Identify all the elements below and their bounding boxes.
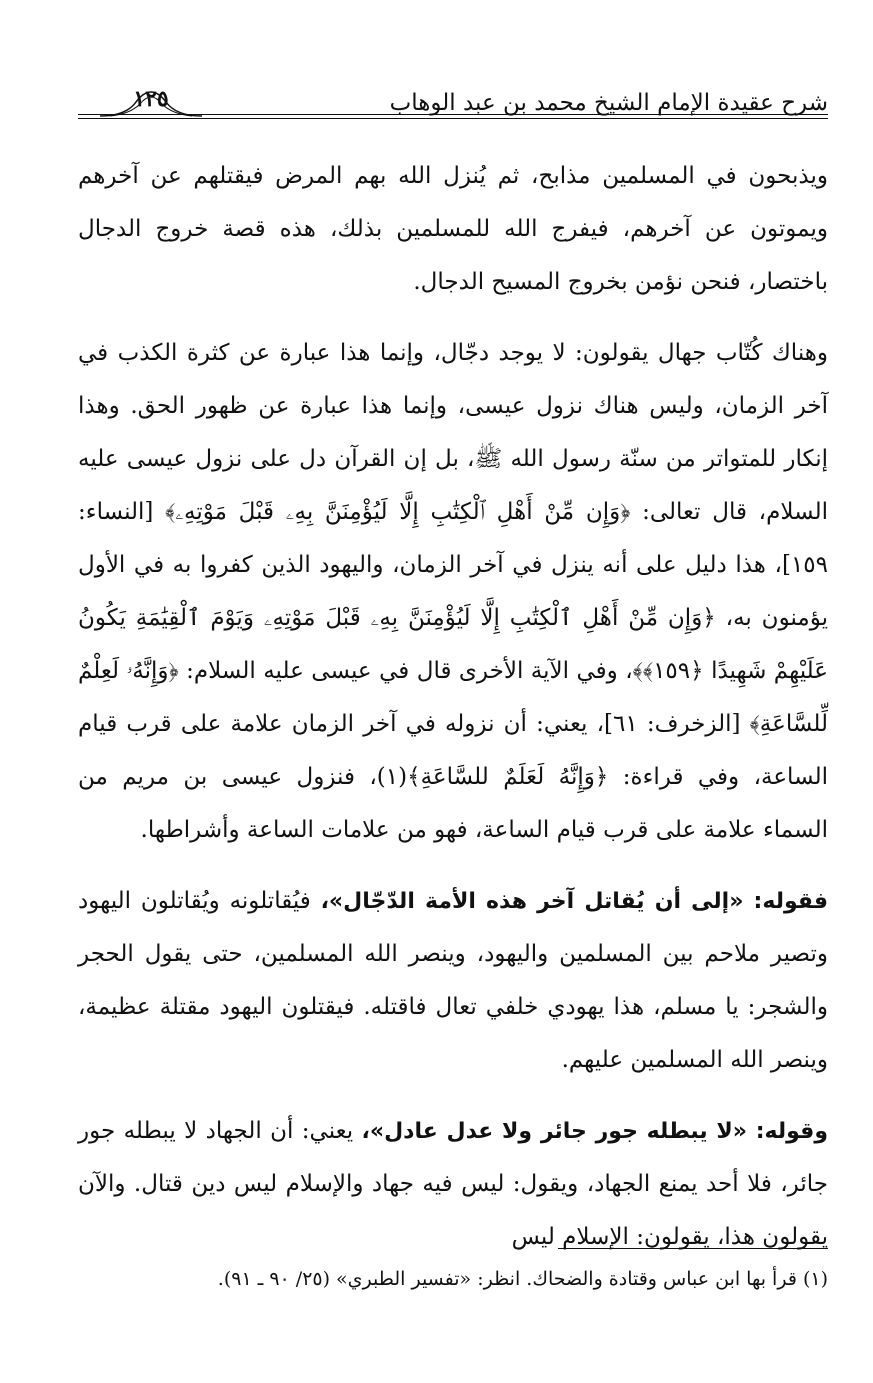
paragraph-text: يعني: أن الجهاد لا يبطله جور جائر، فلا أحد يمنع الجهاد، ويقول: ليس فيه جهاد والإسلام ليس دين قتال. والآن يقولون هذا، يقولون: الإسلام ليس [78,1118,828,1250]
running-title: شرح عقيدة الإمام الشيخ محمد بن عبد الوهاب [389,90,828,116]
paragraph-text: فيُقاتلونه ويُقاتلون اليهود وتصير ملاحم بين المسلمين واليهود، وينصر الله المسلمين، حتى يقول الحجر والشجر: يا مسلم، هذا يهودي خلفي تعال فاقتله. فيقتلون اليهود مقتلة عظيمة، وينصر الله المسلمين عليهم. [78,888,828,1073]
quote-lead: فقوله: «إلى أن يُقاتل آخر هذه الأمة الدّجّال»، [320,889,828,914]
paragraph-1 [78,150,828,309]
paragraph-text: وهناك كُتّاب جهال يقولون: لا يوجد دجّال، وإنما هذا عبارة عن كثرة الكذب في آخر الزمان، وليس هناك نزول عيسى، وإنما هذا عبارة عن ظهور الحق. وهذا إنكار للمتواتر من سنّة رسول الله ﷺ، بل إن القرآن دل على نزول عيسى عليه السلام، قال تعالى: ﴿وَإِن مِّنْ أَهْلِ ٱلْكِتَٰبِ إِلَّا لَيُؤْمِنَنَّ بِهِۦ قَبْلَ مَوْتِهِۦ﴾ [النساء: ١٥٩]، هذا دليل على أنه ينزل في آخر الزمان، واليهود الذين كفروا به في الأول يؤمنون به، ﴿وَإِن مِّنْ أَهْلِ ٱلْكِتَٰبِ إِلَّا لَيُؤْمِنَنَّ بِهِۦ قَبْلَ مَوْتِهِۦ وَيَوْمَ ٱلْقِيَٰمَةِ يَكُونُ عَلَيْهِمْ شَهِيدًا ﴿١٥٩﴾﴾، وفي الآية الأخرى قال في عيسى عليه السلام: ﴿وَإِنَّهُۥ لَعِلْمٌ لِّلسَّاعَةِ﴾ [الزخرف: ٦١]، يعني: أن نزوله في آخر الزمان علامة على قرب قيام الساعة، وفي قراءة: ﴿وَإِنَّهُ لَعَلَمٌ للسَّاعَةِ﴾(١)، فنزول عيسى بن مريم من السماء علامة على قرب قيام الساعة، فهو من علامات الساعة وأشراطها. [78,340,828,843]
page-header [78,80,828,126]
page-number: ١٢٥ [133,86,169,112]
paragraph-3 [78,875,828,1087]
paragraph-text: ويذبحون في المسلمين مذابح، ثم يُنزل الله بهم المرض فيقتلهم عن آخرهم ويموتون عن آخرهم، فيفرج الله للمسلمين بذلك، هذه قصة خروج الدجال باختصار، فنحن نؤمن بخروج المسيح الدجال. [78,163,828,295]
page-number-badge [96,80,206,120]
footnote-separator [558,1248,828,1249]
main-text [78,150,828,1282]
quote-lead: وقوله: «لا يبطله جور جائر ولا عدل عادل»، [361,1119,828,1144]
footnote: (١) قرأ بها ابن عباس وقتادة والضحاك. انظر: «تفسير الطبري» (٢٥/ ٩٠ ـ ٩١). [217,1268,828,1290]
paragraph-4 [78,1105,828,1264]
paragraph-2 [78,327,828,857]
